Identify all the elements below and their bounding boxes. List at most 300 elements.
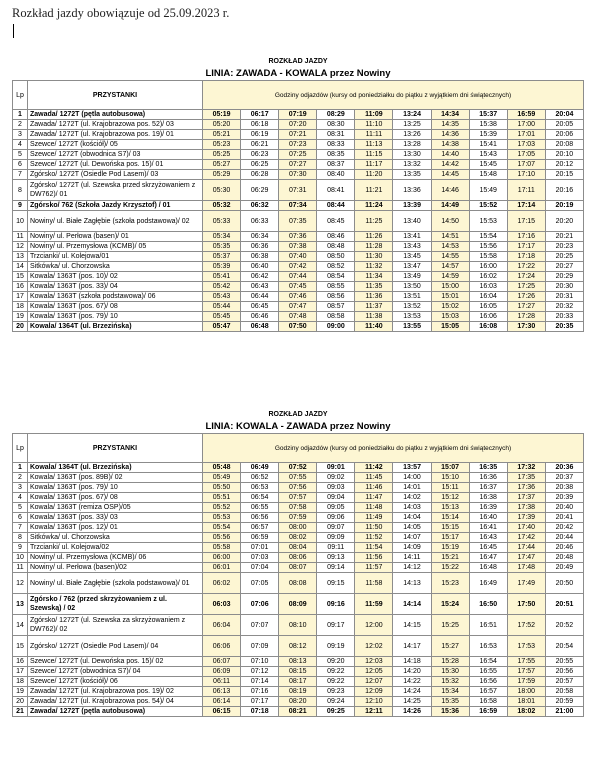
departure-time: 20:32 — [545, 302, 583, 312]
departure-time: 20:31 — [545, 292, 583, 302]
section-label: ROZKŁAD JAZDY — [268, 58, 328, 65]
departure-time: 07:31 — [279, 180, 317, 201]
departure-time: 17:49 — [507, 573, 545, 594]
departure-time: 12:03 — [355, 657, 393, 667]
stop-name: Zgórsko / 762 (przed skrzyżowaniem z ul. Szewską) / 02 — [28, 594, 203, 615]
departure-time: 12:02 — [355, 636, 393, 657]
departure-time: 15:03 — [431, 312, 469, 322]
departure-time: 07:14 — [241, 677, 279, 687]
departure-time: 05:54 — [203, 523, 241, 533]
departure-time: 06:17 — [241, 110, 279, 120]
departure-time: 08:30 — [317, 120, 355, 130]
departure-time: 13:50 — [393, 282, 431, 292]
departure-time: 08:44 — [317, 201, 355, 211]
departure-time: 20:29 — [545, 272, 583, 282]
departure-time: 08:08 — [279, 573, 317, 594]
departure-time: 20:25 — [545, 252, 583, 262]
line-title: LINIA: ZAWADA - KOWALA przez Nowiny — [205, 68, 391, 79]
departure-time: 15:54 — [469, 232, 507, 242]
departure-time: 05:34 — [203, 232, 241, 242]
departure-time: 17:32 — [507, 463, 545, 473]
departure-time: 06:56 — [241, 513, 279, 523]
departure-time: 05:47 — [203, 322, 241, 332]
departure-time: 20:04 — [545, 110, 583, 120]
departure-time: 05:50 — [203, 483, 241, 493]
departure-time: 08:48 — [317, 242, 355, 252]
departure-time: 20:16 — [545, 180, 583, 201]
departure-time: 17:25 — [507, 282, 545, 292]
departure-time: 20:39 — [545, 493, 583, 503]
departure-time: 11:36 — [355, 292, 393, 302]
departure-time: 14:42 — [431, 160, 469, 170]
departure-time: 07:10 — [241, 657, 279, 667]
row-number: 17 — [13, 667, 28, 677]
stop-row — [13, 473, 584, 483]
departure-time: 08:20 — [279, 697, 317, 707]
stop-name: Kowala/ 1363T (pos. 79)/ 10 — [28, 483, 203, 493]
departure-time: 11:13 — [355, 140, 393, 150]
departure-time: 09:01 — [317, 463, 355, 473]
departure-time: 17:44 — [507, 543, 545, 553]
departure-time: 11:37 — [355, 302, 393, 312]
departure-time: 05:25 — [203, 150, 241, 160]
departure-time: 07:48 — [279, 312, 317, 322]
departure-time: 17:48 — [507, 563, 545, 573]
departure-time: 15:10 — [431, 473, 469, 483]
stop-name: Kowala/ 1363T (pos. 33)/ 04 — [28, 282, 203, 292]
departure-time: 20:55 — [545, 657, 583, 667]
departure-time: 14:05 — [393, 523, 431, 533]
row-number: 17 — [13, 292, 28, 302]
row-number: 11 — [13, 563, 28, 573]
stop-row — [13, 120, 584, 130]
departure-time: 06:19 — [241, 130, 279, 140]
departure-time: 09:00 — [317, 322, 355, 332]
stop-name: Kowala/ 1363T (pos. 79)/ 10 — [28, 312, 203, 322]
departure-time: 20:52 — [545, 615, 583, 636]
departure-time: 14:12 — [393, 563, 431, 573]
departure-time: 08:37 — [317, 160, 355, 170]
departure-time: 17:40 — [507, 523, 545, 533]
departure-time: 06:36 — [241, 242, 279, 252]
line-title: LINIA: KOWALA - ZAWADA przez Nowiny — [205, 421, 391, 432]
departure-time: 09:24 — [317, 697, 355, 707]
timetable-section-kowala-zawada — [12, 410, 584, 717]
stop-name: Kowala/ 1363T (pos. 33)/ 03 — [28, 513, 203, 523]
departure-time: 14:09 — [393, 543, 431, 553]
row-number: 20 — [13, 697, 28, 707]
stop-name: Zgórsko/ 1272T (ul. Szewska za skrzyżowaniem z DW762)/ 02 — [28, 615, 203, 636]
row-number: 11 — [13, 232, 28, 242]
row-number: 14 — [13, 615, 28, 636]
stop-name: Zawada/ 1272T (pętla autobusowa) — [28, 110, 203, 120]
departure-time: 06:33 — [241, 211, 279, 232]
departure-time: 14:38 — [431, 140, 469, 150]
departure-time: 20:08 — [545, 140, 583, 150]
departure-time: 15:28 — [431, 657, 469, 667]
departure-time: 17:11 — [507, 180, 545, 201]
departure-time: 08:15 — [279, 667, 317, 677]
stop-row — [13, 543, 584, 553]
departure-time: 07:42 — [279, 262, 317, 272]
departure-time: 11:09 — [355, 110, 393, 120]
departure-time: 12:09 — [355, 687, 393, 697]
departure-time: 09:14 — [317, 563, 355, 573]
row-number: 3 — [13, 483, 28, 493]
departure-time: 16:58 — [469, 697, 507, 707]
stop-row — [13, 677, 584, 687]
departure-time: 15:32 — [431, 677, 469, 687]
row-number: 18 — [13, 302, 28, 312]
departure-time: 16:06 — [469, 312, 507, 322]
departure-time: 20:19 — [545, 201, 583, 211]
departure-time: 11:50 — [355, 523, 393, 533]
departure-time: 13:28 — [393, 140, 431, 150]
stop-name: Zawada/ 1272T (pętla autobusowa) — [28, 707, 203, 717]
departure-time: 09:20 — [317, 657, 355, 667]
row-number: 16 — [13, 657, 28, 667]
departure-time: 06:06 — [203, 636, 241, 657]
departure-time: 07:47 — [279, 302, 317, 312]
departure-time: 06:09 — [203, 667, 241, 677]
departure-time: 17:05 — [507, 150, 545, 160]
stop-row — [13, 573, 584, 594]
departure-time: 11:40 — [355, 322, 393, 332]
departure-time: 06:03 — [203, 594, 241, 615]
stop-row — [13, 180, 584, 201]
departure-time: 16:08 — [469, 322, 507, 332]
departure-time: 11:25 — [355, 211, 393, 232]
departure-time: 18:00 — [507, 687, 545, 697]
departure-time: 15:34 — [431, 687, 469, 697]
departure-time: 07:18 — [241, 707, 279, 717]
departure-time: 08:33 — [317, 140, 355, 150]
departure-time: 17:17 — [507, 242, 545, 252]
departure-time: 20:37 — [545, 473, 583, 483]
departure-time: 05:32 — [203, 201, 241, 211]
departure-time: 09:09 — [317, 533, 355, 543]
departure-time: 06:15 — [203, 707, 241, 717]
departure-time: 05:20 — [203, 120, 241, 130]
departure-time: 16:49 — [469, 573, 507, 594]
departure-time: 13:43 — [393, 242, 431, 252]
stop-name: Szewce/ 1272T (kościół)/ 05 — [28, 140, 203, 150]
departure-time: 11:11 — [355, 130, 393, 140]
departure-time: 15:15 — [431, 523, 469, 533]
departure-time: 06:18 — [241, 120, 279, 130]
row-number: 2 — [13, 120, 28, 130]
departure-time: 15:30 — [431, 667, 469, 677]
departure-time: 09:15 — [317, 573, 355, 594]
departure-time: 09:25 — [317, 707, 355, 717]
departure-time: 08:55 — [317, 282, 355, 292]
stop-name: Nowiny/ ul. Perłowa (basen)/ 01 — [28, 232, 203, 242]
stop-row — [13, 252, 584, 262]
row-number: 10 — [13, 553, 28, 563]
stop-name: Szewce/ 1272T (kościół)/ 06 — [28, 677, 203, 687]
departure-time: 07:34 — [279, 201, 317, 211]
departure-time: 06:25 — [241, 160, 279, 170]
departure-time: 07:17 — [241, 697, 279, 707]
departure-time: 16:36 — [469, 473, 507, 483]
stop-name: Zgórsko/ 1272T (Osiedle Pod Lasem)/ 03 — [28, 170, 203, 180]
departure-time: 08:06 — [279, 553, 317, 563]
stop-name: Kowala/ 1363T (pos. 10)/ 02 — [28, 272, 203, 282]
departure-time: 09:17 — [317, 615, 355, 636]
departure-time: 06:00 — [203, 553, 241, 563]
departure-time: 06:01 — [203, 563, 241, 573]
stop-name: Zgórsko/ 1272T (ul. Szewska przed skrzyżowaniem z DW762)/ 01 — [28, 180, 203, 201]
departure-time: 13:36 — [393, 180, 431, 201]
departure-time: 09:02 — [317, 473, 355, 483]
stop-name: Sitkówka/ ul. Chorzowska — [28, 533, 203, 543]
departure-time: 07:01 — [241, 543, 279, 553]
departure-time: 14:50 — [431, 211, 469, 232]
departure-time: 13:52 — [393, 302, 431, 312]
lp-header: Lp — [13, 81, 28, 110]
stop-row — [13, 503, 584, 513]
departure-time: 06:38 — [241, 252, 279, 262]
departure-time: 20:58 — [545, 687, 583, 697]
departure-time: 11:45 — [355, 473, 393, 483]
departure-time: 08:07 — [279, 563, 317, 573]
departure-time: 07:57 — [279, 493, 317, 503]
stop-name: Zgórsko/ 1272T (Osiedle Pod Lasem)/ 04 — [28, 636, 203, 657]
departure-time: 08:31 — [317, 130, 355, 140]
row-number: 7 — [13, 523, 28, 533]
departure-time: 14:02 — [393, 493, 431, 503]
departure-time: 20:27 — [545, 262, 583, 272]
departure-time: 16:47 — [469, 553, 507, 563]
departure-time: 14:55 — [431, 252, 469, 262]
departure-time: 14:34 — [431, 110, 469, 120]
departure-time: 07:30 — [279, 170, 317, 180]
row-number: 4 — [13, 493, 28, 503]
departure-time: 17:59 — [507, 677, 545, 687]
departure-time: 07:44 — [279, 272, 317, 282]
departure-time: 13:57 — [393, 463, 431, 473]
departure-time: 16:04 — [469, 292, 507, 302]
stop-row — [13, 282, 584, 292]
row-number: 8 — [13, 533, 28, 543]
stop-row — [13, 553, 584, 563]
stop-row — [13, 523, 584, 533]
departure-time: 15:27 — [431, 636, 469, 657]
stop-row — [13, 170, 584, 180]
departure-time: 06:23 — [241, 150, 279, 160]
departure-time: 20:06 — [545, 130, 583, 140]
departure-time: 11:57 — [355, 563, 393, 573]
departure-time: 09:03 — [317, 483, 355, 493]
departure-time: 08:19 — [279, 687, 317, 697]
departure-time: 07:07 — [241, 615, 279, 636]
departure-time: 13:45 — [393, 252, 431, 262]
departure-time: 20:54 — [545, 636, 583, 657]
departure-time: 17:57 — [507, 667, 545, 677]
departure-time: 09:13 — [317, 553, 355, 563]
departure-time: 15:36 — [431, 707, 469, 717]
timetable-section-zawada-kowala — [12, 57, 584, 332]
departure-time: 11:30 — [355, 252, 393, 262]
departure-time: 07:35 — [279, 211, 317, 232]
departure-time: 14:46 — [431, 180, 469, 201]
departure-time: 07:19 — [279, 110, 317, 120]
departure-time: 07:40 — [279, 252, 317, 262]
departure-time: 07:25 — [279, 150, 317, 160]
departure-time: 09:07 — [317, 523, 355, 533]
departure-time: 15:48 — [469, 170, 507, 180]
departure-time: 16:56 — [469, 677, 507, 687]
departure-time: 15:21 — [431, 553, 469, 563]
departure-time: 14:24 — [393, 687, 431, 697]
row-number: 3 — [13, 130, 28, 140]
stop-name: Szewce/ 1272T (ul. Dewońska pos. 15)/ 02 — [28, 657, 203, 667]
departure-time: 06:59 — [241, 533, 279, 543]
departure-time: 07:55 — [279, 473, 317, 483]
departure-time: 15:00 — [431, 282, 469, 292]
row-number: 6 — [13, 160, 28, 170]
departure-time: 16:48 — [469, 563, 507, 573]
departure-time: 14:07 — [393, 533, 431, 543]
stop-name: Nowiny/ ul. Białe Zagłębie (szkoła podstawowa)/ 02 — [28, 211, 203, 232]
departure-time: 06:28 — [241, 170, 279, 180]
text-cursor — [13, 24, 14, 38]
departure-time: 09:23 — [317, 687, 355, 697]
timetable — [12, 433, 584, 717]
departure-time: 20:20 — [545, 211, 583, 232]
stop-row — [13, 292, 584, 302]
departure-time: 05:23 — [203, 140, 241, 150]
departure-time: 13:49 — [393, 272, 431, 282]
departure-time: 20:59 — [545, 697, 583, 707]
stop-name: Kowala/ 1364T (ul. Brzezińska) — [28, 463, 203, 473]
stop-name: Kowala/ 1364T (ul. Brzezińska) — [28, 322, 203, 332]
departure-time: 20:38 — [545, 483, 583, 493]
departure-time: 08:54 — [317, 272, 355, 282]
stop-row — [13, 463, 584, 473]
departure-time: 05:48 — [203, 463, 241, 473]
departure-time: 12:07 — [355, 677, 393, 687]
departure-time: 06:42 — [241, 272, 279, 282]
row-number: 10 — [13, 211, 28, 232]
lp-header: Lp — [13, 434, 28, 463]
departure-time: 13:40 — [393, 211, 431, 232]
departure-time: 15:19 — [431, 543, 469, 553]
departure-time: 07:58 — [279, 503, 317, 513]
row-number: 2 — [13, 473, 28, 483]
departure-time: 17:14 — [507, 201, 545, 211]
stop-row — [13, 201, 584, 211]
departure-time: 17:42 — [507, 533, 545, 543]
departure-time: 17:27 — [507, 302, 545, 312]
departure-time: 06:04 — [203, 615, 241, 636]
departure-time: 20:49 — [545, 563, 583, 573]
departure-time: 14:26 — [393, 707, 431, 717]
stop-row — [13, 563, 584, 573]
row-number: 14 — [13, 262, 28, 272]
departure-time: 14:11 — [393, 553, 431, 563]
departure-time: 08:09 — [279, 594, 317, 615]
departure-time: 06:34 — [241, 232, 279, 242]
departure-time: 20:35 — [545, 322, 583, 332]
stop-name: Nowiny/ ul. Perłowa (basen)/02 — [28, 563, 203, 573]
departure-time: 20:42 — [545, 523, 583, 533]
stop-row — [13, 211, 584, 232]
departure-time: 15:05 — [431, 322, 469, 332]
stop-row — [13, 513, 584, 523]
departure-time: 17:01 — [507, 130, 545, 140]
stop-name: Nowiny/ ul. Przemysłowa (KCMB)/ 05 — [28, 242, 203, 252]
departure-time: 05:49 — [203, 473, 241, 483]
departure-time: 06:21 — [241, 140, 279, 150]
departure-time: 07:38 — [279, 242, 317, 252]
departure-time: 18:01 — [507, 697, 545, 707]
stop-row — [13, 636, 584, 657]
departure-time: 07:03 — [241, 553, 279, 563]
departure-time: 17:47 — [507, 553, 545, 563]
row-number: 21 — [13, 707, 28, 717]
departure-time: 17:24 — [507, 272, 545, 282]
stops-header: PRZYSTANKI — [28, 434, 203, 463]
departure-time: 13:32 — [393, 160, 431, 170]
departure-time: 11:38 — [355, 312, 393, 322]
departure-time: 06:43 — [241, 282, 279, 292]
departure-time: 07:04 — [241, 563, 279, 573]
stop-row — [13, 594, 584, 615]
departure-time: 17:30 — [507, 322, 545, 332]
departure-time: 16:05 — [469, 302, 507, 312]
departure-time: 11:42 — [355, 463, 393, 473]
row-number: 5 — [13, 503, 28, 513]
departure-time: 17:37 — [507, 493, 545, 503]
stop-row — [13, 312, 584, 322]
departure-time: 16:02 — [469, 272, 507, 282]
departure-time: 15:13 — [431, 503, 469, 513]
departure-time: 20:40 — [545, 503, 583, 513]
row-number: 19 — [13, 687, 28, 697]
row-number: 6 — [13, 513, 28, 523]
departure-time: 06:44 — [241, 292, 279, 302]
departure-time: 16:51 — [469, 615, 507, 636]
departure-time: 16:53 — [469, 636, 507, 657]
departure-time: 11:17 — [355, 160, 393, 170]
departure-time: 20:50 — [545, 573, 583, 594]
departure-time: 16:37 — [469, 483, 507, 493]
stop-name: Zawada/ 1272T (ul. Krajobrazowa pos. 54)/ 04 — [28, 697, 203, 707]
departure-time: 05:43 — [203, 292, 241, 302]
departure-time: 11:15 — [355, 150, 393, 160]
departure-time: 11:47 — [355, 493, 393, 503]
departure-time: 08:04 — [279, 543, 317, 553]
departure-time: 17:10 — [507, 170, 545, 180]
departure-time: 06:29 — [241, 180, 279, 201]
departure-time: 07:59 — [279, 513, 317, 523]
stop-row — [13, 667, 584, 677]
departure-time: 15:01 — [431, 292, 469, 302]
departure-time: 07:09 — [241, 636, 279, 657]
departure-time: 07:21 — [279, 130, 317, 140]
departure-time: 13:25 — [393, 120, 431, 130]
departure-time: 06:40 — [241, 262, 279, 272]
departure-time: 06:57 — [241, 523, 279, 533]
row-number: 9 — [13, 543, 28, 553]
departure-time: 20:57 — [545, 677, 583, 687]
stop-name: Zawada/ 1272T (ul. Krajobrazowa pos. 19)/ 01 — [28, 130, 203, 140]
departure-time: 15:23 — [431, 573, 469, 594]
departure-time: 17:18 — [507, 252, 545, 262]
stop-name: Zgórsko/ 762 (Szkoła Jazdy Krzysztof) / 01 — [28, 201, 203, 211]
departure-time: 07:12 — [241, 667, 279, 677]
